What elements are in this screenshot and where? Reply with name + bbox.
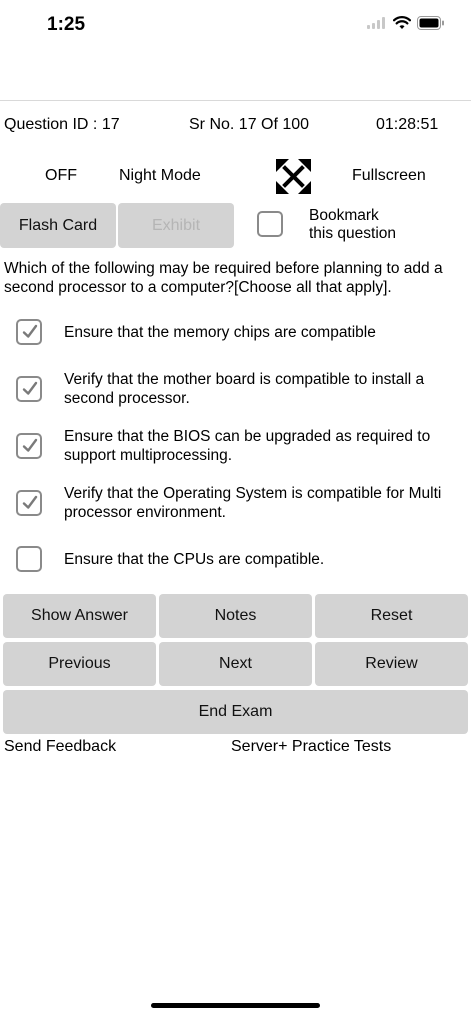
question-text: Which of the following may be required before planning to add a second processor to a computer?[Choose all that apply]. (4, 260, 443, 296)
review-button[interactable]: Review (315, 642, 468, 686)
option-text-3[interactable]: Ensure that the BIOS can be upgraded as required to support multiprocessing. (64, 428, 431, 464)
send-feedback-link[interactable]: Send Feedback (4, 738, 117, 755)
night-mode-toggle[interactable]: OFF (45, 167, 77, 184)
checkmark-icon (21, 380, 39, 398)
bookmark-label-line2: this question (309, 225, 397, 242)
exam-timer: 01:28:51 (376, 116, 439, 133)
checkmark-icon (21, 494, 39, 512)
bookmark-label-line1: Bookmark (309, 207, 379, 224)
option-text-2[interactable]: Verify that the mother board is compatible to install a second processor. (64, 371, 425, 407)
header-divider (0, 100, 471, 101)
home-indicator (151, 1003, 320, 1008)
signal-icon (367, 17, 387, 29)
checkmark-icon (21, 323, 39, 341)
expand-arrows-icon (276, 159, 311, 194)
fullscreen-button[interactable] (276, 159, 311, 199)
end-exam-button[interactable]: End Exam (3, 690, 468, 734)
bookmark-checkbox[interactable] (257, 211, 283, 237)
option-text-1[interactable]: Ensure that the memory chips are compatible (64, 324, 376, 341)
option-checkbox-2[interactable] (16, 376, 42, 402)
status-icons (367, 16, 445, 30)
option-text-5[interactable]: Ensure that the CPUs are compatible. (64, 551, 325, 568)
question-id: Question ID : 17 (4, 116, 120, 133)
wifi-icon (393, 16, 411, 30)
night-mode-label: Night Mode (119, 167, 201, 184)
bookmark-label (309, 207, 396, 243)
status-time: 1:25 (47, 14, 86, 35)
serial-number: Sr No. 17 Of 100 (189, 116, 310, 133)
reset-button[interactable]: Reset (315, 594, 468, 638)
fullscreen-label: Fullscreen (352, 167, 426, 184)
exhibit-button[interactable]: Exhibit (118, 203, 234, 248)
option-checkbox-1[interactable] (16, 319, 42, 345)
previous-button[interactable]: Previous (3, 642, 156, 686)
show-answer-button[interactable]: Show Answer (3, 594, 156, 638)
notes-button[interactable]: Notes (159, 594, 312, 638)
battery-icon (417, 16, 445, 30)
flash-card-button[interactable]: Flash Card (0, 203, 116, 248)
option-checkbox-3[interactable] (16, 433, 42, 459)
next-button[interactable]: Next (159, 642, 312, 686)
app-name: Server+ Practice Tests (231, 738, 392, 755)
checkmark-icon (21, 437, 39, 455)
option-text-4[interactable]: Verify that the Operating System is compatible for Multi processor environment. (64, 485, 442, 521)
option-checkbox-5[interactable] (16, 546, 42, 572)
option-checkbox-4[interactable] (16, 490, 42, 516)
